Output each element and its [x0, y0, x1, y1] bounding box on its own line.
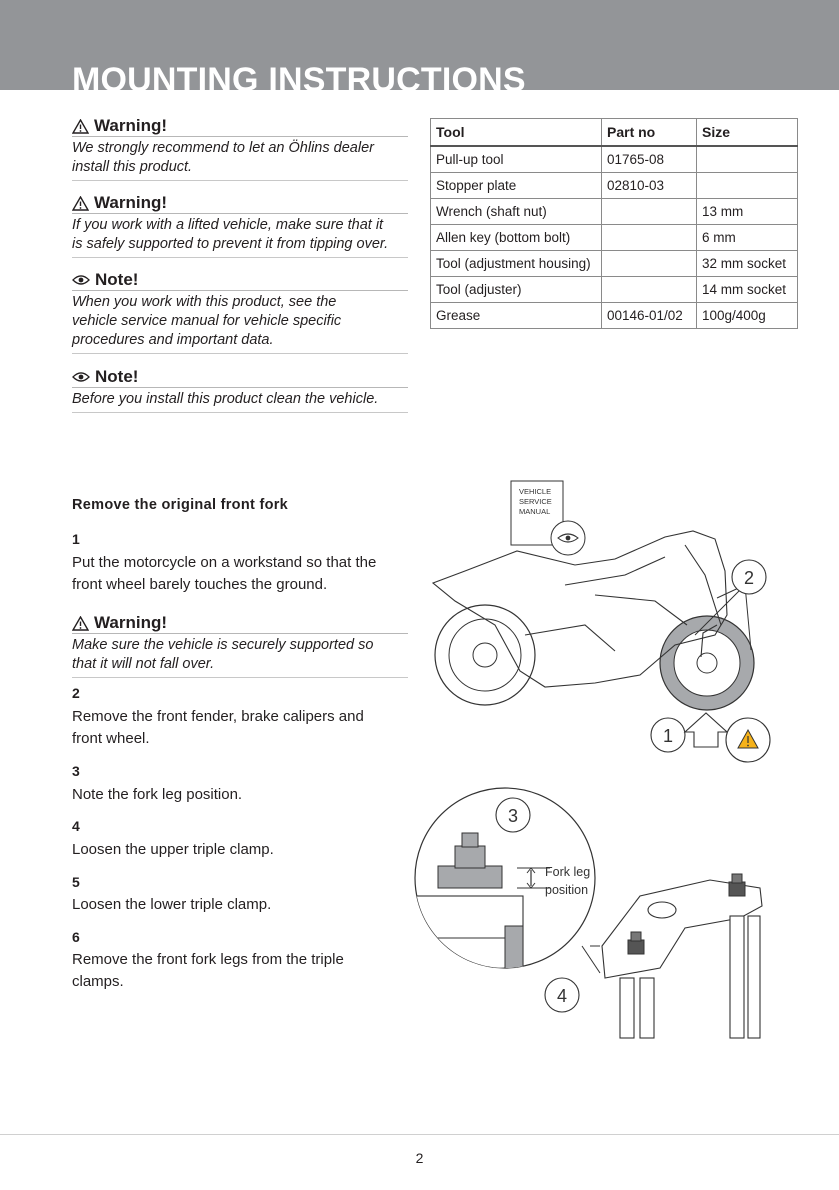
callout-4-number: 4	[556, 986, 568, 1006]
section-title: Remove the original front fork	[72, 497, 289, 513]
step-line: Note the fork leg position.	[72, 786, 243, 803]
table-header-row	[431, 119, 798, 147]
table-row	[431, 146, 798, 173]
size-cell	[697, 173, 798, 199]
callout-4	[545, 978, 579, 1012]
tool-cell: Stopper plate	[431, 173, 602, 199]
column-header-size: Size	[697, 119, 798, 147]
lift-arrow-icon	[685, 713, 727, 747]
step-line: front wheel barely touches the ground.	[72, 576, 328, 593]
warning-line: We strongly recommend to let an Öhlins dealer	[72, 140, 374, 156]
note-line: When you work with this product, see the	[72, 294, 337, 310]
step-text	[72, 552, 408, 596]
step-line: Loosen the upper triple clamp.	[72, 841, 274, 858]
table-row	[431, 277, 798, 303]
warning-line: is safely supported to prevent it from tipping over.	[72, 236, 389, 252]
eye-icon	[72, 371, 90, 383]
warning-heading-row	[72, 193, 408, 214]
step-text	[72, 784, 408, 806]
warning-triangle-icon	[72, 119, 89, 134]
note-line: Before you install this product clean the vehicle.	[72, 391, 379, 407]
note-text	[72, 388, 408, 413]
size-cell: 32 mm socket	[697, 251, 798, 277]
step-number: 3	[72, 763, 80, 779]
size-cell: 6 mm	[697, 225, 798, 251]
tool-cell: Wrench (shaft nut)	[431, 199, 602, 225]
fork-leg-label-line: position	[545, 883, 589, 897]
warning-line: that it will not fall over.	[72, 656, 215, 672]
step-number: 1	[72, 531, 80, 547]
step-number: 4	[72, 818, 80, 834]
tool-cell: Pull-up tool	[431, 146, 602, 173]
warning-callout-icon	[726, 718, 770, 762]
manual-label-line: MANUAL	[519, 507, 551, 516]
step-line: clamps.	[72, 973, 124, 990]
callout-3	[496, 798, 530, 832]
step-line: Remove the front fender, brake calipers and	[72, 708, 364, 725]
note-text	[72, 291, 408, 354]
part-no-cell: 01765-08	[602, 146, 697, 173]
table-row	[431, 303, 798, 329]
warning-heading-row	[72, 613, 408, 634]
callout-2	[732, 560, 766, 594]
tool-cell: Tool (adjustment housing)	[431, 251, 602, 277]
manual-label-line: VEHICLE	[519, 487, 552, 496]
note-line: vehicle service manual for vehicle specific	[72, 313, 342, 329]
warning-heading: Warning!	[94, 613, 168, 632]
tools-table	[430, 118, 798, 329]
page-title: MOUNTING INSTRUCTIONS	[72, 61, 526, 90]
tool-cell: Allen key (bottom bolt)	[431, 225, 602, 251]
warning-heading: Warning!	[94, 116, 168, 135]
warning-heading-row	[72, 116, 408, 137]
table-row	[431, 225, 798, 251]
step-number: 6	[72, 929, 80, 945]
step-text	[72, 894, 408, 916]
callout-2-number: 2	[743, 568, 755, 588]
note-heading: Note!	[95, 367, 139, 386]
size-cell	[697, 146, 798, 173]
header-band	[0, 0, 839, 90]
rear-wheel	[435, 605, 535, 705]
callout-1	[651, 718, 685, 752]
note-heading-row	[72, 270, 408, 291]
column-header-part-no: Part no	[602, 119, 697, 147]
triple-clamp-outline	[602, 880, 762, 1038]
service-manual-icon	[511, 481, 585, 555]
note-notice	[72, 367, 408, 413]
size-cell: 100g/400g	[697, 303, 798, 329]
warning-notice	[72, 116, 408, 181]
column-header-tool: Tool	[431, 119, 602, 147]
step-number: 5	[72, 874, 80, 890]
part-no-cell	[602, 225, 697, 251]
motorcycle-figure	[425, 475, 785, 795]
step-number: 2	[72, 685, 80, 701]
step-text	[72, 839, 408, 861]
page-number: 2	[415, 1150, 424, 1166]
size-cell: 13 mm	[697, 199, 798, 225]
part-no-cell: 00146-01/02	[602, 303, 697, 329]
warning-triangle-icon	[72, 196, 89, 211]
triple-clamp-figure	[410, 778, 790, 1040]
manual-label-line: SERVICE	[519, 497, 552, 506]
fork-leg-label-line: Fork leg	[545, 865, 591, 879]
step-line: Put the motorcycle on a workstand so that the	[72, 554, 377, 571]
warning-text	[72, 634, 408, 678]
warning-notice	[72, 613, 408, 678]
warning-notice	[72, 193, 408, 258]
part-no-cell: 02810-03	[602, 173, 697, 199]
footer-divider	[0, 1134, 839, 1135]
callout-4-leader	[582, 946, 600, 973]
part-no-cell	[602, 251, 697, 277]
tool-cell: Tool (adjuster)	[431, 277, 602, 303]
step-text	[72, 949, 408, 993]
step-line: Loosen the lower triple clamp.	[72, 896, 272, 913]
part-no-cell	[602, 199, 697, 225]
size-cell: 14 mm socket	[697, 277, 798, 303]
warning-line: Make sure the vehicle is securely supported so	[72, 637, 374, 653]
callout-3-number: 3	[507, 806, 519, 826]
note-heading-row	[72, 367, 408, 388]
step-line: front wheel.	[72, 730, 150, 747]
tool-cell: Grease	[431, 303, 602, 329]
eye-icon	[72, 274, 90, 286]
warning-heading: Warning!	[94, 193, 168, 212]
table-row	[431, 251, 798, 277]
note-line: procedures and important data.	[72, 332, 274, 348]
warning-text	[72, 214, 408, 258]
note-heading: Note!	[95, 270, 139, 289]
warning-triangle-icon	[72, 616, 89, 631]
note-notice	[72, 270, 408, 354]
step-text	[72, 706, 408, 750]
warning-line: install this product.	[72, 159, 193, 175]
step-line: Remove the front fork legs from the triple	[72, 951, 344, 968]
warning-text	[72, 137, 408, 181]
warning-line: If you work with a lifted vehicle, make sure that it	[72, 217, 384, 233]
clamp-bolt-icon	[628, 874, 745, 954]
table-row	[431, 173, 798, 199]
callout-1-number: 1	[662, 726, 674, 746]
part-no-cell	[602, 277, 697, 303]
table-row	[431, 199, 798, 225]
